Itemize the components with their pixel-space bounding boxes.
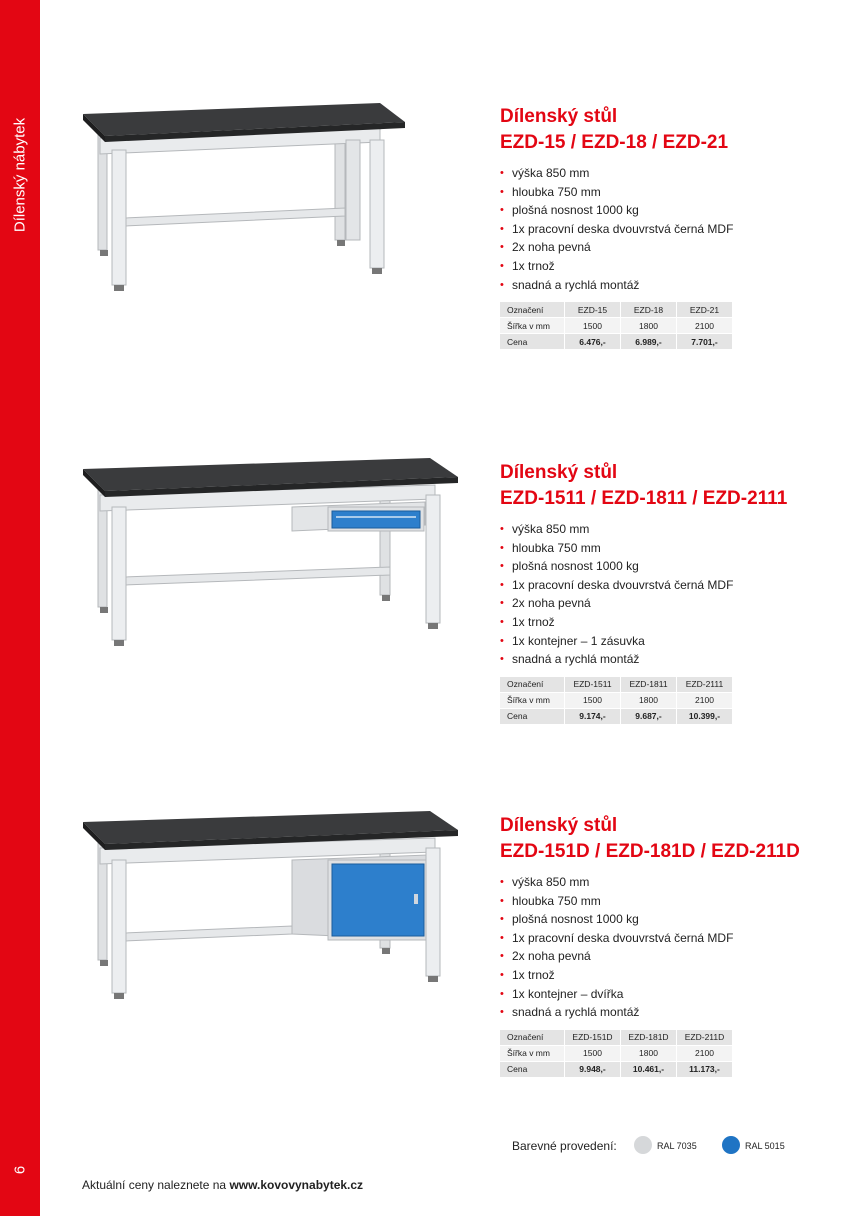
cell: EZD-211D [677,1030,733,1046]
cell: EZD-1511 [565,677,621,693]
cell: 2100 [677,692,733,708]
table-row [500,1061,733,1077]
product-models: EZD-1511 / EZD-1811 / EZD-2111 [500,488,788,509]
price-cell: 10.461,- [621,1061,677,1077]
product-info [500,460,830,725]
workbench-drawer-icon [80,455,460,655]
table-row [500,1030,733,1046]
list-item: • 1x pracovní deska dvouvrstvá černá MDF [500,929,830,948]
product-title: Dílenský stůl [500,815,618,836]
list-item: • snadná a rychlá montáž [500,650,830,669]
row-label: Označení [500,1030,565,1046]
cell: EZD-2111 [677,677,733,693]
list-item: • 2x noha pevná [500,238,830,257]
cell: 1500 [565,1045,621,1061]
table-row [500,1045,733,1061]
list-item: • 2x noha pevná [500,594,830,613]
list-item: • hloubka 750 mm [500,539,830,558]
table-row [500,708,733,724]
list-item: • 1x trnož [500,257,830,276]
product-models: EZD-15 / EZD-18 / EZD-21 [500,132,729,153]
table-row [500,692,733,708]
list-item: • výška 850 mm [500,164,830,183]
price-cell: 10.399,- [677,708,733,724]
list-item: • plošná nosnost 1000 kg [500,201,830,220]
list-item: • 1x kontejner – 1 zásuvka [500,632,830,651]
color-options [512,1136,812,1158]
table-row [500,334,733,350]
product-info [500,813,830,1078]
cell: 1800 [621,692,677,708]
workbench-basic-icon [80,100,410,300]
price-cell: 6.989,- [621,334,677,350]
cell: 1800 [621,318,677,334]
product-info [500,104,830,350]
table-row [500,677,733,693]
list-item: • 2x noha pevná [500,947,830,966]
footer-text: Aktuální ceny naleznete na [82,1178,230,1192]
spec-table [500,677,733,725]
feature-list [500,164,830,294]
list-item: • snadná a rychlá montáž [500,1003,830,1022]
price-cell: 9.948,- [565,1061,621,1077]
website-link[interactable]: www.kovovynabytek.cz [229,1178,364,1192]
row-label: Označení [500,677,565,693]
ral-7035-label: RAL 7035 [657,1141,697,1151]
price-cell: 11.173,- [677,1061,733,1077]
cell: EZD-15 [565,302,621,318]
table-row [500,302,733,318]
table-row [500,318,733,334]
spec-table [500,302,733,350]
list-item: • hloubka 750 mm [500,183,830,202]
cell: 2100 [677,318,733,334]
cell: EZD-181D [621,1030,677,1046]
section-title: Dílenský nábytek [11,117,29,233]
product-title: Dílenský stůl [500,462,618,483]
list-item: • výška 850 mm [500,873,830,892]
ral-7035-swatch [634,1136,652,1154]
list-item: • plošná nosnost 1000 kg [500,557,830,576]
feature-list [500,873,830,1022]
spec-table [500,1030,733,1078]
feature-list [500,520,830,669]
product-models: EZD-151D / EZD-181D / EZD-211D [500,841,800,862]
list-item: • 1x trnož [500,613,830,632]
footer [82,1178,363,1192]
product-title: Dílenský stůl [500,106,618,127]
price-cell: 7.701,- [677,334,733,350]
row-label: Cena [500,708,565,724]
price-cell: 9.687,- [621,708,677,724]
cell: EZD-18 [621,302,677,318]
row-label: Označení [500,302,565,318]
row-label: Šířka v mm [500,692,565,708]
list-item: • plošná nosnost 1000 kg [500,910,830,929]
cell: EZD-21 [677,302,733,318]
page-number: 6 [11,1165,29,1175]
price-cell: 9.174,- [565,708,621,724]
row-label: Cena [500,1061,565,1077]
list-item: • 1x pracovní deska dvouvrstvá černá MDF [500,576,830,595]
color-options-label: Barevné provedení: [512,1139,617,1153]
ral-5015-swatch [722,1136,740,1154]
list-item: • hloubka 750 mm [500,892,830,911]
cell: 2100 [677,1045,733,1061]
list-item: • 1x pracovní deska dvouvrstvá černá MDF [500,220,830,239]
cell: 1800 [621,1045,677,1061]
list-item: • snadná a rychlá montáž [500,276,830,295]
list-item: • výška 850 mm [500,520,830,539]
ral-5015-label: RAL 5015 [745,1141,785,1151]
list-item: • 1x kontejner – dvířka [500,985,830,1004]
row-label: Šířka v mm [500,318,565,334]
cell: EZD-1811 [621,677,677,693]
row-label: Cena [500,334,565,350]
list-item: • 1x trnož [500,966,830,985]
sidebar [0,0,40,1216]
cell: 1500 [565,692,621,708]
workbench-cabinet-icon [80,808,460,1008]
price-cell: 6.476,- [565,334,621,350]
row-label: Šířka v mm [500,1045,565,1061]
cell: 1500 [565,318,621,334]
cell: EZD-151D [565,1030,621,1046]
